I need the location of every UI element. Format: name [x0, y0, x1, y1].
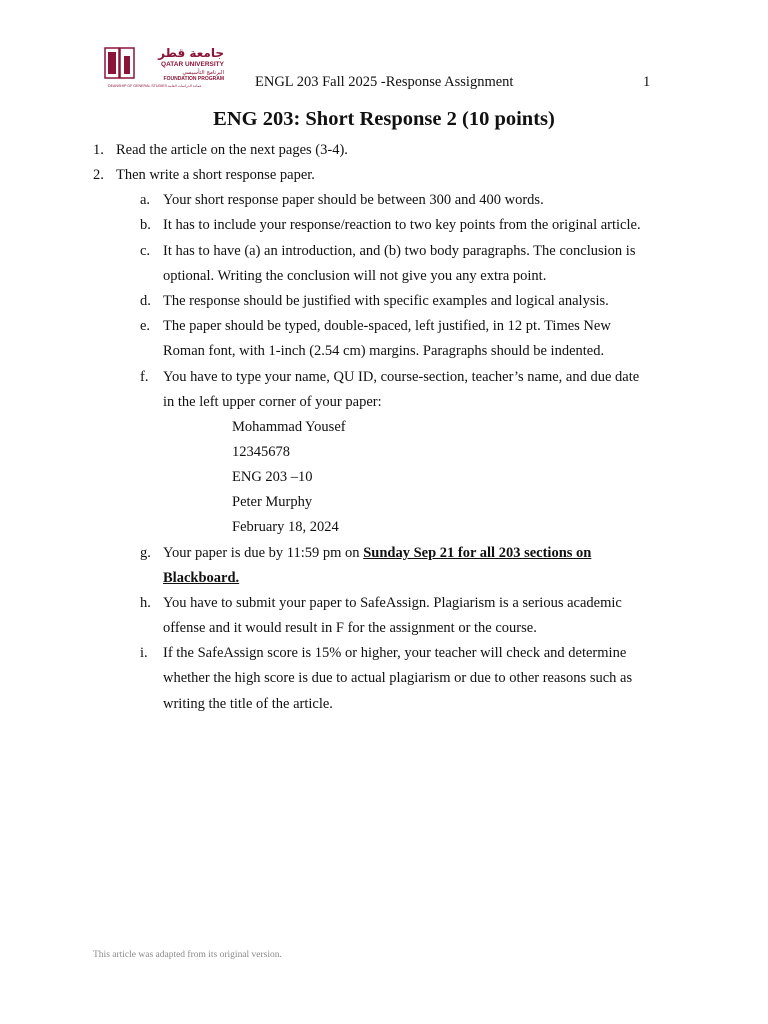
step-number: 2. [93, 167, 104, 183]
item-marker: c. [140, 243, 151, 259]
sample-name: Mohammad Yousef [232, 419, 346, 435]
item-marker: b. [140, 217, 151, 233]
footer-note: This article was adapted from its original version. [93, 950, 282, 960]
sample-date: February 18, 2024 [232, 519, 339, 535]
logo-arabic-program: البرنامج التأسيسي [182, 70, 224, 76]
item-marker: h. [140, 595, 151, 611]
item-marker: g. [140, 545, 151, 561]
page-number: 1 [643, 74, 651, 90]
due-emphasis: Blackboard. [163, 570, 240, 586]
step-text: Then write a short response paper. [116, 167, 315, 183]
sample-course: ENG 203 –10 [232, 469, 313, 485]
item-text: Your short response paper should be between 300 and 400 words. [163, 192, 544, 208]
item-marker: f. [140, 369, 149, 385]
item-text: Roman font, with 1-inch (2.54 cm) margins. Paragraphs should be indented. [163, 343, 605, 359]
item-text: If the SafeAssign score is 15% or higher, your teacher will check and determine [163, 645, 627, 661]
item-text: The response should be justified with specific examples and logical analysis. [163, 293, 609, 309]
item-text: You have to type your name, QU ID, course-section, teacher’s name, and due date [163, 369, 640, 385]
item-marker: d. [140, 293, 151, 309]
logo-program: FOUNDATION PROGRAM [163, 76, 224, 82]
item-text: whether the high score is due to actual plagiarism or due to other reasons such as [163, 670, 633, 686]
due-emphasis: Sunday Sep 21 for all 203 sections on [363, 545, 592, 561]
item-marker: e. [140, 318, 151, 334]
step-number: 1. [93, 142, 104, 158]
item-text: optional. Writing the conclusion will not give you any extra point. [163, 268, 547, 284]
item-text: in the left upper corner of your paper: [163, 394, 382, 410]
logo-arabic-name: جامعة قطر [158, 46, 224, 60]
logo-english-name: QATAR UNIVERSITY [161, 61, 224, 68]
item-text: You have to submit your paper to SafeAssign. Plagiarism is a serious academic [163, 595, 622, 611]
item-marker: a. [140, 192, 151, 208]
step-text: Read the article on the next pages (3-4). [116, 142, 348, 158]
item-text: The paper should be typed, double-spaced, left justified, in 12 pt. Times New [163, 318, 611, 334]
item-text: writing the title of the article. [163, 696, 333, 712]
qatar-university-logo [104, 44, 250, 90]
sample-teacher: Peter Murphy [232, 494, 313, 510]
item-text: It has to include your response/reaction to two key points from the original article. [163, 217, 641, 233]
due-date-line [163, 545, 591, 562]
item-text: It has to have (a) an introduction, and (b) two body paragraphs. The conclusion is [163, 243, 636, 259]
document-title: ENG 203: Short Response 2 (10 points) [213, 108, 555, 130]
logo-deanship: DEANSHIP OF GENERAL STUDIES عمادة الدراسات العامة [108, 84, 202, 88]
item-text: offense and it would result in F for the assignment or the course. [163, 620, 537, 636]
sample-id: 12345678 [232, 444, 290, 460]
header-course-title: ENGL 203 Fall 2025 -Response Assignment [255, 74, 514, 90]
due-prefix: Your paper is due by 11:59 pm on [163, 545, 364, 561]
item-marker: i. [140, 645, 148, 661]
